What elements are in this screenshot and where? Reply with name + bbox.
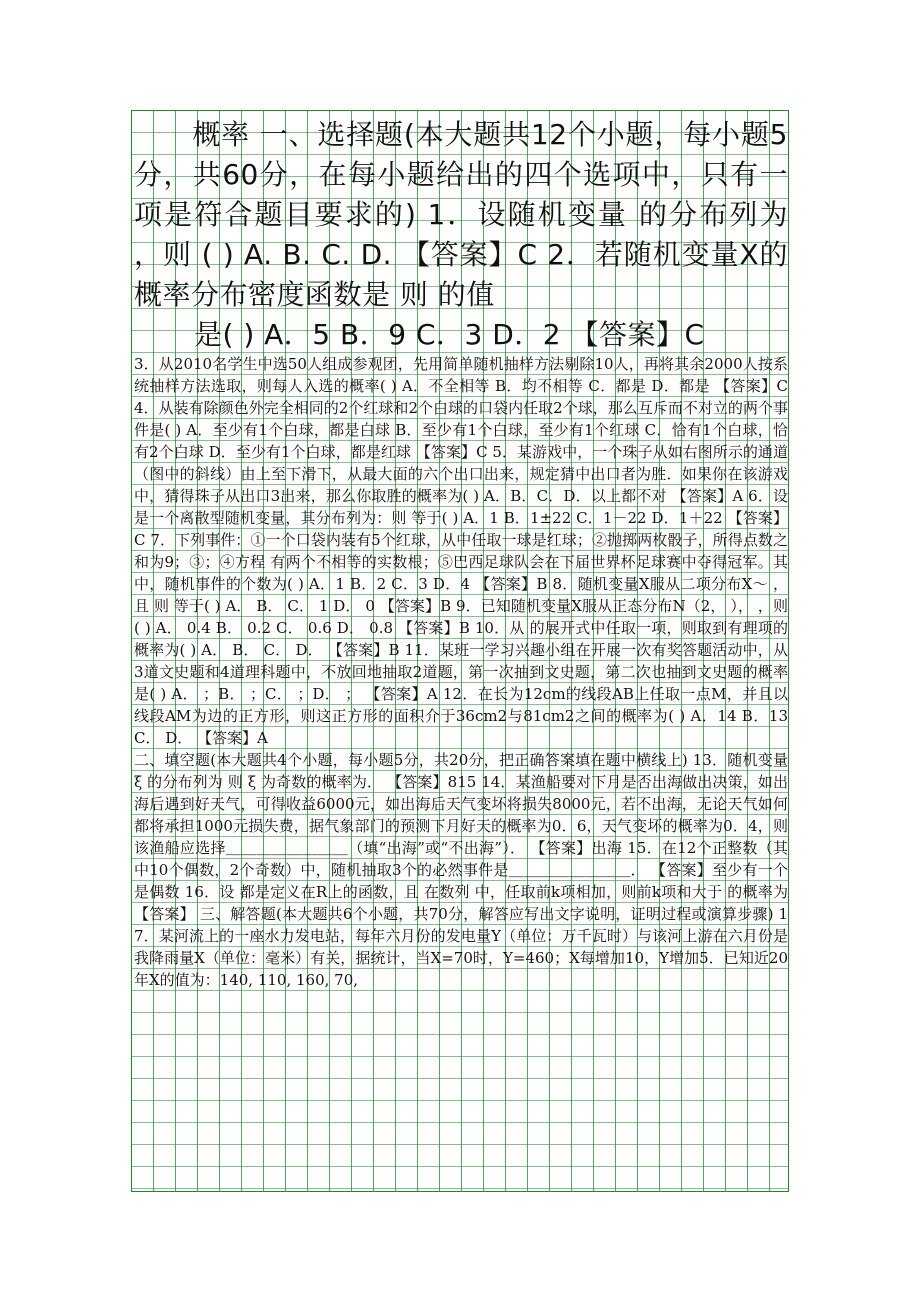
heading-main-text: 概率 一、选择题(本大题共12个小题，每小题5分，共60分，在每小题给出的四个选项中，只有一项是符合题目要求的) 1．设随机变量 的分布列为 ，则 ( ) A. B. C. D. 【答案】C 2．若随机变量X的概率分布密度函数是 则 的值 [134, 118, 788, 311]
document-body [134, 353, 788, 991]
heading-last-line: 是( ) A．5 B．9 C．3 D．2 【答案】C [194, 318, 705, 351]
exam-page [131, 110, 789, 1192]
multiple-choice-section: 3．从2010名学生中选50人组成参观团，先用简单随机抽样方法剔除10人，再将其余2000人按系统抽样方法选取，则每人入选的概率( ) A．不全相等 B．均不相等 C．都是 D．都是 【答案】C 4．从装有除颜色外完全相同的2个红球和2个白球的口袋内任取2个球，那么互斥而不对立的两个事件是( ) A．至少有1个白球，都是白球 B．至少有1个白球，至少有1个红球 C．恰有1个白球，恰有2个白球 D．至少有1个白球，都是红球 【答案】C 5．某游戏中，一个珠子从如右图所示的通道（图中的斜线）由上至下滑下，从最大面的六个出口出来，规定猜中出口者为胜．如果你在该游戏中，猜得珠子从出口3出来，那么你取胜的概率为( ) A．B．C．D．以上都不对 【答案】A 6．设是一个离散型随机变量，其分布列为：则 等于( ) A．1 B．1±22 C．1－22 D．1＋22 【答案】C 7．下列事件：①一个口袋内装有5个红球，从中任取一球是红球；②抛掷两枚骰子，所得点数之和为9；③；④方程 有两个不相等的实数根；⑤巴西足球队会在下届世界杯足球赛中夺得冠军。其中，随机事件的个数为( ) A．1 B．2 C．3 D．4 【答案】B 8．随机变量X服从二项分布X～ ，且 则 等于( ) A． B． C． 1 D． 0 【答案】B 9．已知随机变量X服从正态分布N（2， ）， ，则 ( ) A． 0.4 B． 0.2 C． 0.6 D． 0.8 【答案】B 10．从 的展开式中任取一项，则取到有理项的概率为( ) A． B． C． D． 【答案】B 11．某班一学习兴趣小组在开展一次有奖答题活动中，从3道文史题和4道理科题中，不放回地抽取2道题，第一次抽到文史题，第二次也抽到文史题的概率是( ) A． ；B． ；C． ；D． ； 【答案】A 12．在长为12cm的线段AB上任取一点M，并且以线段AM为边的正方形，则这正方形的面积介于36cm2与81cm2之间的概率为( ) A．14 B．13 C． D． 【答案】A [134, 355, 788, 747]
document-heading [134, 115, 788, 355]
fill-in-and-answer-section: 二、填空题(本大题共4个小题，每小题5分，共20分，把正确答案填在题中横线上) 13．随机变量 ξ 的分布列为 则 ξ 为奇数的概率为． 【答案】815 14．某渔船要对下月是否出海做出决策，如出海后遇到好天气，可得收益6000元，如出海后天气变坏将损失8000元，若不出海，无论天气如何都将承担1000元损失费，据气象部门的预测下月好天的概率为0．6，天气变坏的概率为0．4，则该渔船应选择＿＿＿＿＿＿＿＿（填“出海”或“不出海”）． 【答案】出海 15．在12个正整数（其中10个偶数，2个奇数）中，随机抽取3个的必然事件是＿＿＿＿＿＿＿＿． 【答案】至少有一个是偶数 16．设 都是定义在R上的函数，且 在数列 中，任取前k项相加，则前k项和大于 的概率为 【答案】 三、解答题(本大题共6个小题，共70分，解答应写出文字说明，证明过程或演算步骤) 17．某河流上的一座水力发电站，每年六月份的发电量Y（单位：万千瓦时）与该河上游在六月份是我降雨量X（单位：毫米）有关，据统计，当X=70时，Y=460；X每增加10，Y增加5．已知近20年X的值为：140, 110, 160, 70, [134, 751, 788, 989]
